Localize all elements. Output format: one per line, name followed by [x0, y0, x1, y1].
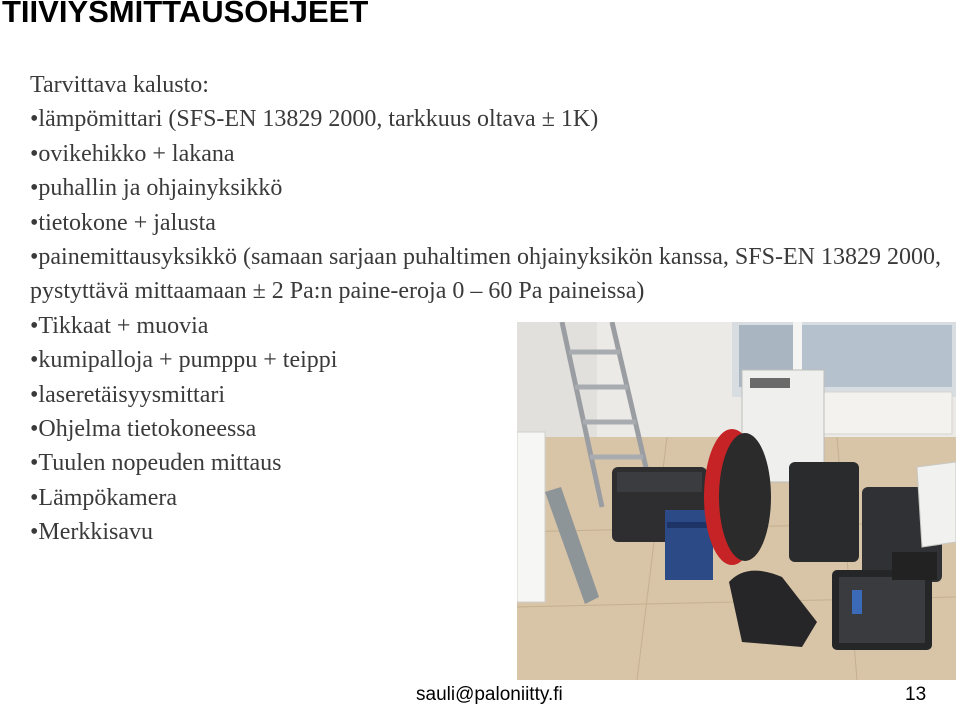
page-number: 13 [905, 684, 927, 705]
list-item: •Merkkisavu [30, 519, 154, 546]
list-item: •ovikehikko + lakana [30, 140, 235, 167]
list-item: •tietokone + jalusta [30, 209, 216, 236]
list-item: •Tuulen nopeuden mittaus [30, 450, 282, 477]
equipment-photo [517, 322, 956, 680]
list-item: •kumipalloja + pumppu + teippi [30, 347, 338, 374]
list-intro: Tarvittava kalusto: [30, 72, 209, 98]
list-item: •lämpömittari (SFS-EN 13829 2000, tarkkuus oltava ± 1K) [30, 106, 599, 133]
list-item: •laseretäisyysmittari [30, 381, 226, 408]
slide-title: TIIVIYSMITTAUSOHJEET [2, 0, 369, 29]
footer-email: sauli@paloniitty.fi [416, 684, 563, 705]
list-item: •Tikkaat + muovia [30, 312, 209, 339]
list-item: •Lämpökamera [30, 484, 177, 511]
list-item: •puhallin ja ohjainyksikkö [30, 175, 283, 202]
list-item: •Ohjelma tietokoneessa [30, 416, 257, 443]
list-item: •painemittausyksikkö (samaan sarjaan puhaltimen ohjainyksikön kanssa, SFS-EN 13829 2000, pystyttävä mittaamaan ± 2 Pa:n paine-eroja 0 – 60 Pa paineissa) [30, 244, 941, 305]
